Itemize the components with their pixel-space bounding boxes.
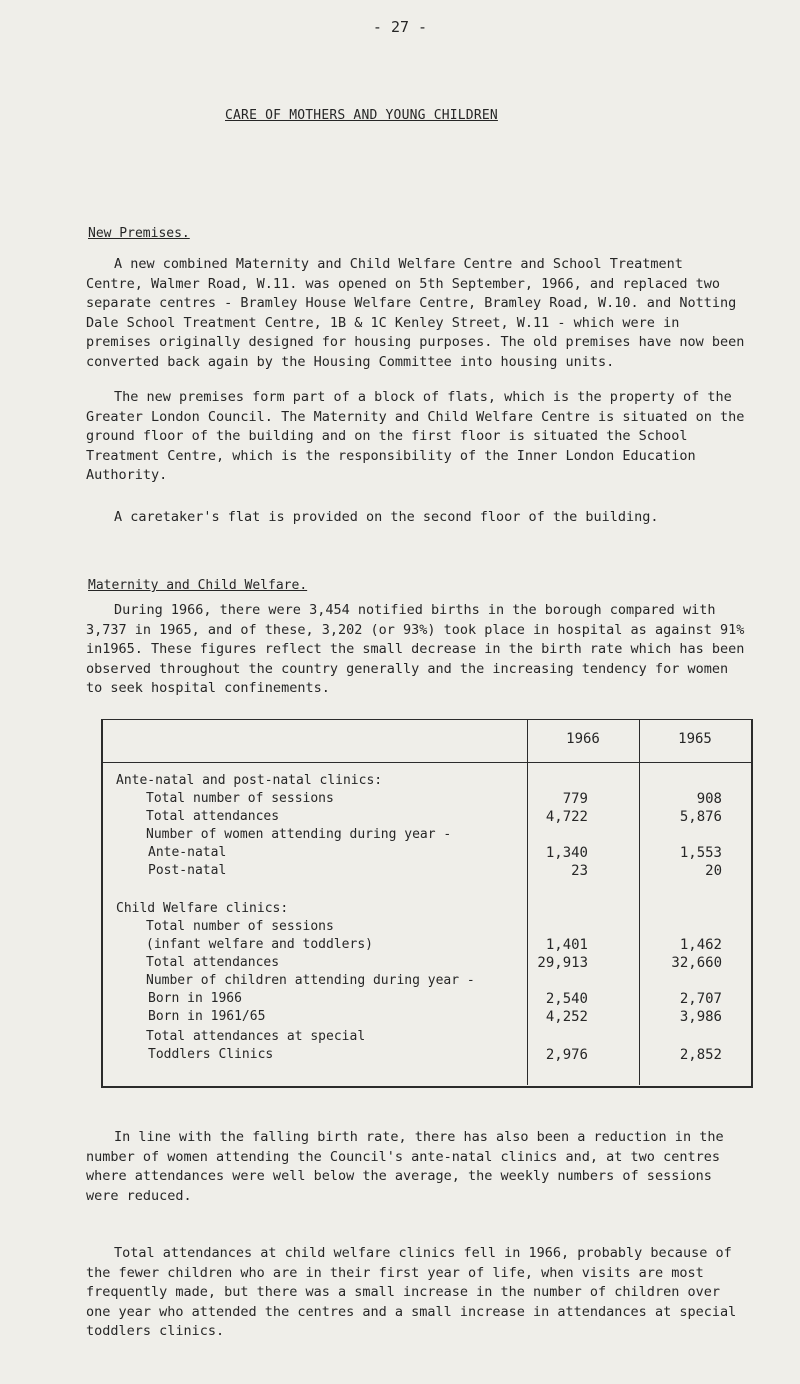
maternity-heading: Maternity and Child Welfare. [88,578,308,593]
table-row-label: Born in 1966 [148,991,242,1006]
new-premises-heading: New Premises. [88,226,190,241]
table-cell-1965: 2,852 [679,1047,722,1063]
table-cell-1965: 1,553 [679,845,722,861]
table-cell-1965: 20 [705,863,722,879]
table-cell-1965: 3,986 [679,1009,722,1025]
closing-paragraph-2: Total attendances at child welfare clinics fell in 1966, probably because of the fewer children who are in their first year of life, when visits are most frequently made, but there was a small increase in the number of children over one year who attended the centres and a small increase in attendances at special toddlers clinics. [86,1245,737,1340]
maternity-paragraph: During 1966, there were 3,454 notified births in the borough compared with 3,737 in 1965, and of these, 3,202 (or 93%) took place in hospital as against 91% in1965. These figures reflect the small decrease in the birth rate which has been observed throughout the country generally and the increasing tendency for women to seek hospital confinements. [86,602,745,697]
table-header-1965: 1965 [678,731,712,747]
table-row-label: Child Welfare clinics: [116,901,289,916]
table-row-label: Total number of sessions [146,791,334,806]
new-premises-paragraph-2: The new premises form part of a block of flats, which is the property of the Greater London Council. The Maternity and Child Welfare Centre is situated on the ground floor of the building and on the first floor is situated the School Treatment Centre, which is the responsibility of the Inner London Education Authority. [86,389,745,484]
table-cell-1966: 779 [562,791,588,807]
table-cell-1965: 32,660 [671,955,722,971]
table-cell-1966: 29,913 [537,955,588,971]
table-row-label: Total attendances [146,955,280,970]
table-row-label: Total number of sessions [146,919,334,934]
table-column-divider-2 [639,719,640,1085]
table-row-label: Number of women attending during year - [146,827,452,842]
table-cell-1966: 23 [571,863,588,879]
table-row-label: Total attendances [146,809,280,824]
table-row-label: Ante-natal and post-natal clinics: [116,773,383,788]
table-row-label: Number of children attending during year - [146,973,475,988]
section-title: CARE OF MOTHERS AND YOUNG CHILDREN [225,108,498,123]
table-row-label: Born in 1961/65 [148,1009,266,1024]
table-row-label: Ante-natal [148,845,227,860]
table-cell-1966: 2,540 [545,991,588,1007]
table-cell-1966: 2,976 [545,1047,588,1063]
table-cell-1965: 908 [696,791,722,807]
table-cell-1965: 1,462 [679,937,722,953]
table-row-label: (infant welfare and toddlers) [146,937,373,952]
table-cell-1966: 4,252 [545,1009,588,1025]
table-cell-1966: 4,722 [545,809,588,825]
new-premises-paragraph-1: A new combined Maternity and Child Welfare Centre and School Treatment Centre, Walmer Road, W.11. was opened on 5th September, 1966, and replaced two separate centres - Bramley House Welfare Centre, Bramley Road, W.10. and Notting Dale School Treatment Centre, 1B & 1C Kenley Street, W.11 - which were in premises originally designed for housing purposes. The old premises have now been converted back again by the Housing Committee into housing units. [86,256,745,370]
page-number: - 27 - [372,18,428,36]
table-row-label: Toddlers Clinics [148,1047,274,1062]
table-column-divider-1 [527,719,528,1085]
table-cell-1966: 1,340 [545,845,588,861]
table-row-label: Total attendances at special [146,1029,366,1044]
closing-paragraph-1: In line with the falling birth rate, there has also been a reduction in the number of women attending the Council's ante-natal clinics and, at two centres where attendances were well below the average, the weekly numbers of sessions were reduced. [86,1129,724,1204]
table-row-label: Post-natal [148,863,227,878]
table-header-1966: 1966 [566,731,600,747]
table-header-divider [101,762,751,763]
new-premises-paragraph-3: A caretaker's flat is provided on the second floor of the building. [114,509,659,525]
table-cell-1965: 2,707 [679,991,722,1007]
table-cell-1966: 1,401 [545,937,588,953]
table-cell-1965: 5,876 [679,809,722,825]
